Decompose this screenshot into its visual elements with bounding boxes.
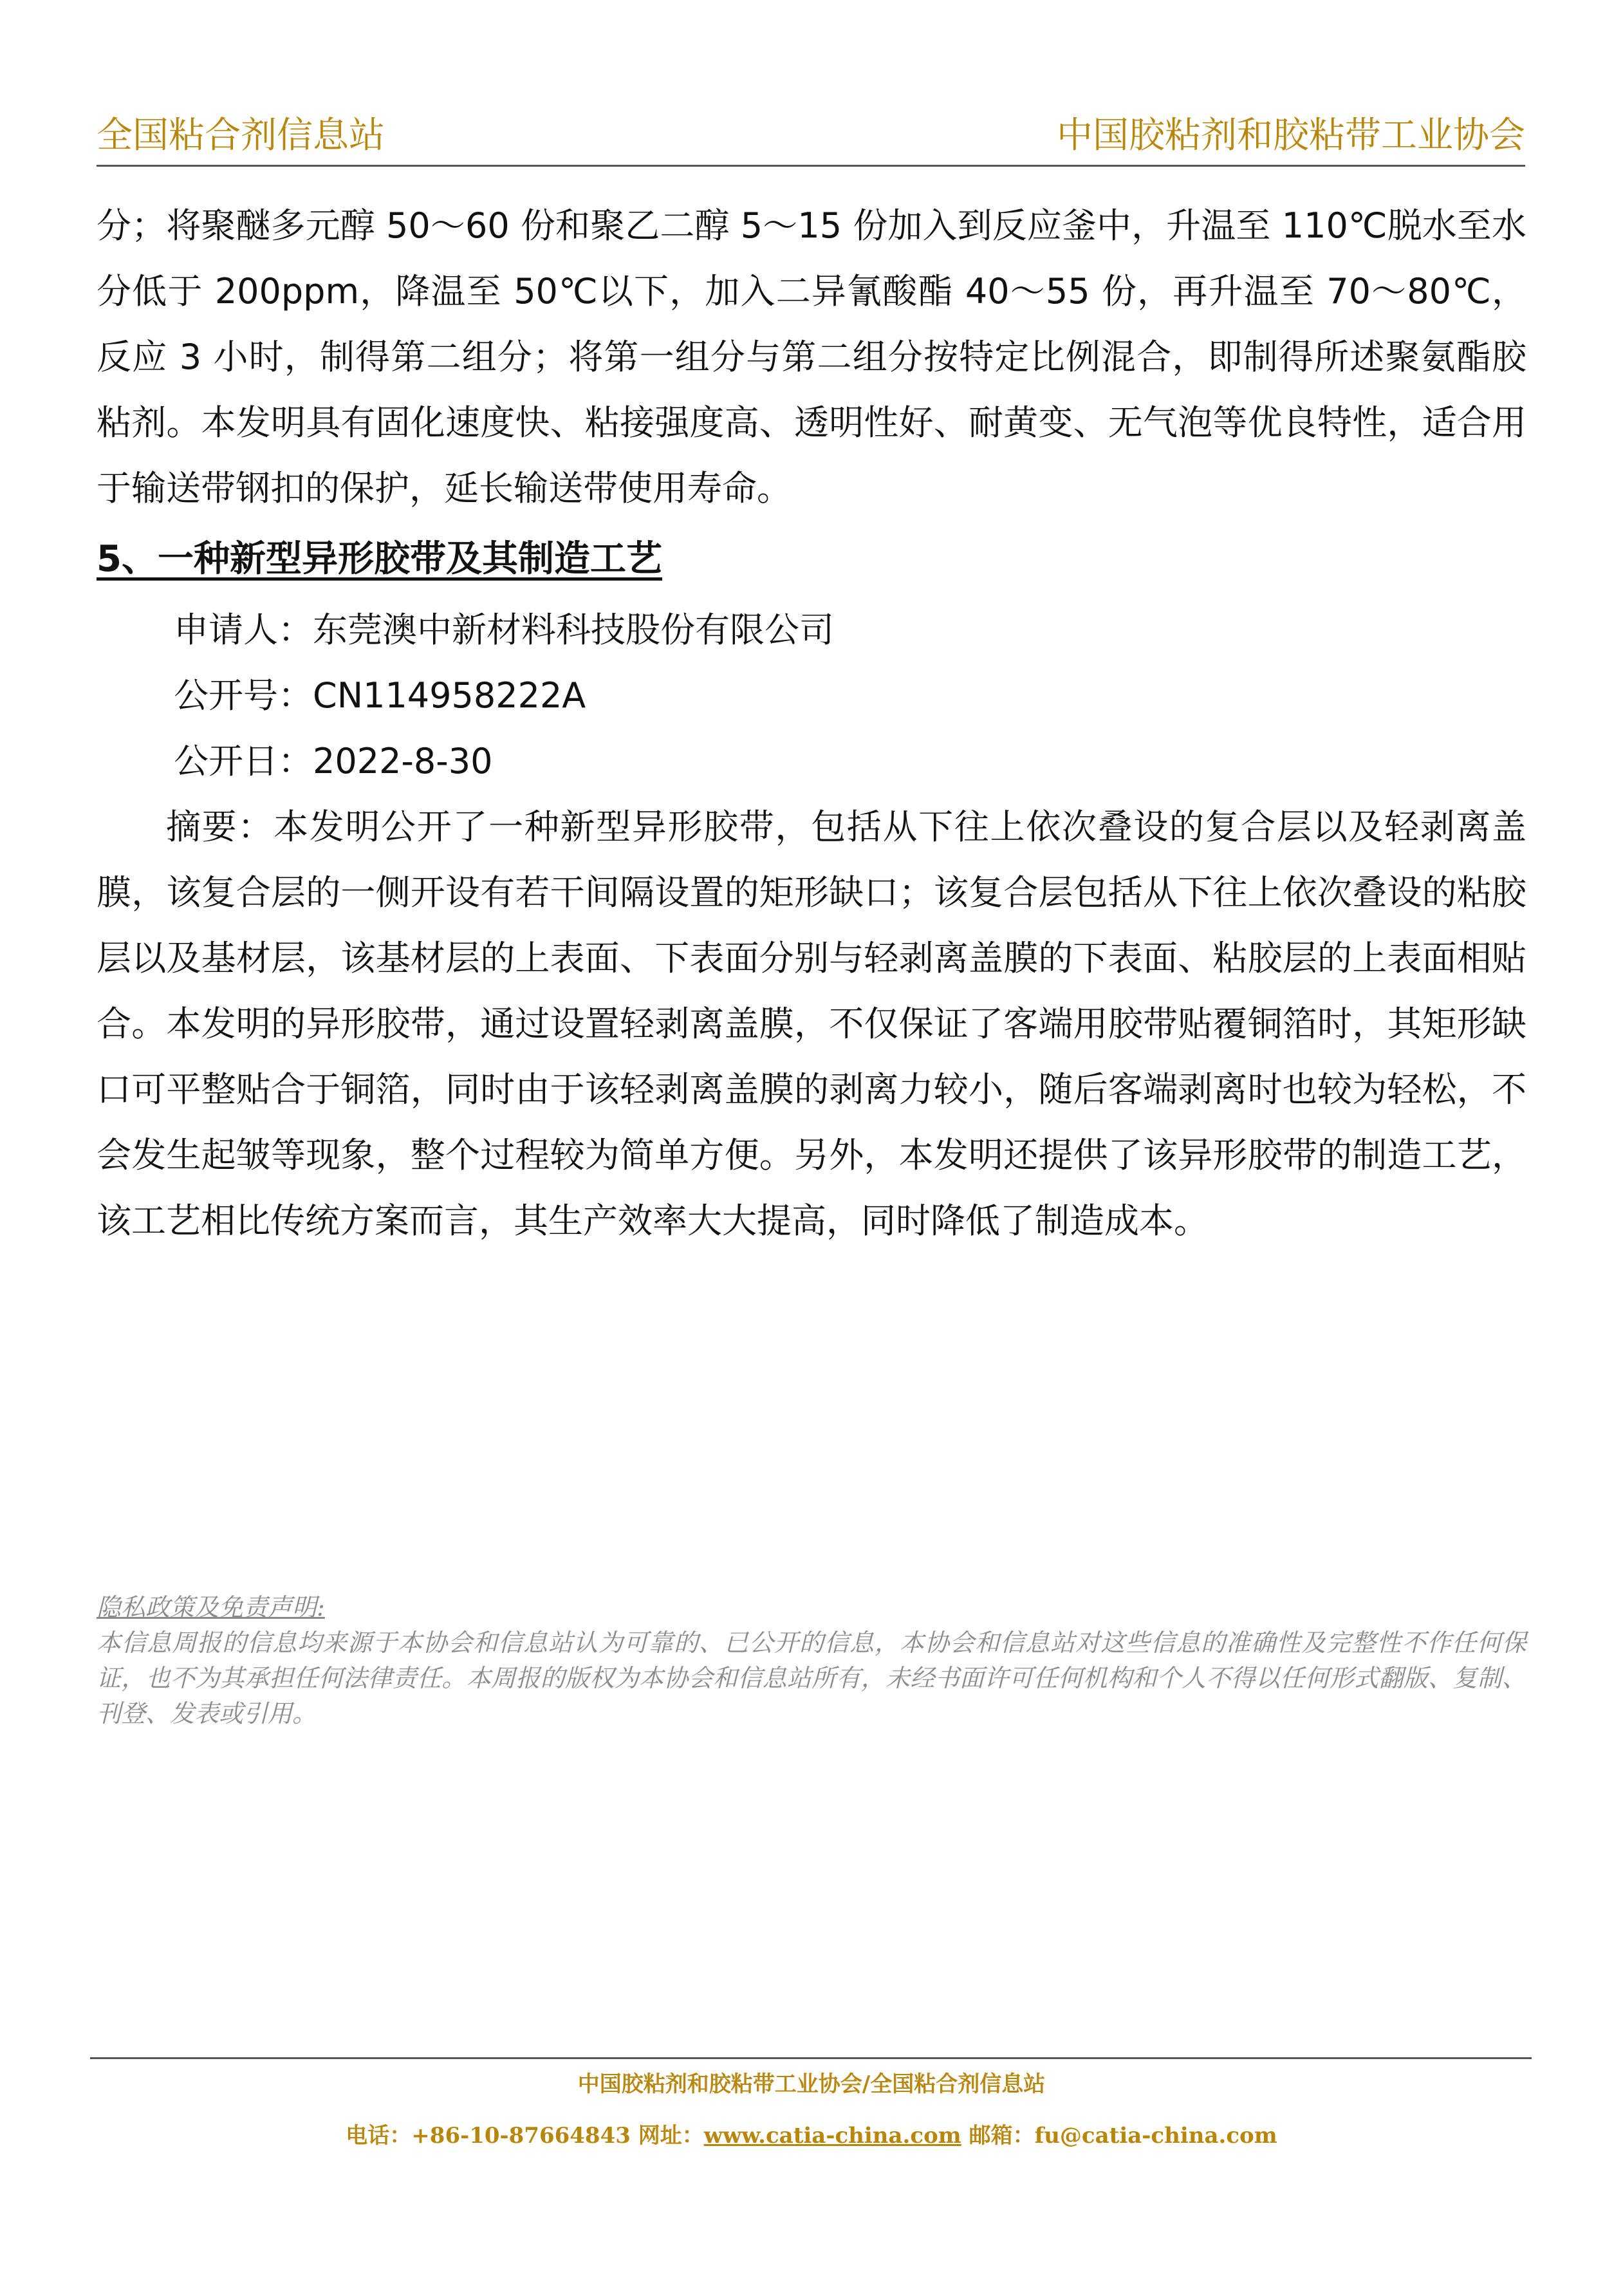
abstract-paragraph: 摘要：本发明公开了一种新型异形胶带，包括从下往上依次叠设的复合层以及轻剥离盖膜，该复合层的一侧开设有若干间隔设置的矩形缺口；该复合层包括从下往上依次叠设的粘胶层以及基材层，该基材层的上表面、下表面分别与轻剥离盖膜的下表面、粘胶层的上表面相贴合。本发明的异形胶带，通过设置轻剥离盖膜，不仅保证了客端用胶带贴覆铜箔时，其矩形缺口可平整贴合于铜箔，同时由于该轻剥离盖膜的剥离力较小，随后客端剥离时也较为轻松，不会发生起皱等现象，整个过程较为简单方便。另外，本发明还提供了该异形胶带的制造工艺，该工艺相比传统方案而言，其生产效率大大提高，同时降低了制造成本。 [97, 807, 1526, 1241]
header-left-title: 全国粘合剂信息站 [97, 115, 385, 156]
footer-contact [0, 2118, 1623, 2149]
disclaimer-title: 隐私政策及免责声明: [97, 1593, 325, 1621]
publication-date-field: 公开日：2022-8-30 [174, 741, 493, 781]
publication-number-field: 公开号：CN114958222A [174, 675, 586, 716]
header-right-title: 中国胶粘剂和胶粘带工业协会 [1057, 115, 1525, 156]
disclaimer-text: 本信息周报的信息均来源于本协会和信息站认为可靠的、已公开的信息，本协会和信息站对这些信息的准确性及完整性不作任何保证，也不为其承担任何法律责任。本周报的版权为本协会和信息站所有，未经书面许可任何机构和个人不得以任何形式翻版、复制、刊登、发表或引用。 [97, 1629, 1526, 1728]
footer-organizations: 中国胶粘剂和胶粘带工业协会/全国粘合剂信息站 [577, 2071, 1046, 2097]
section-title: 5、一种新型异形胶带及其制造工艺 [97, 538, 662, 580]
continuation-paragraph: 分；将聚醚多元醇 50～60 份和聚乙二醇 5～15 份加入到反应釜中，升温至 110℃脱水至水分低于 200ppm，降温至 50℃以下，加入二异氰酸酯 40～55 份，再升温至 70～80℃，反应 3 小时，制得第二组分；将第一组分与第二组分按特定比例混合，即制得所述聚氨酯胶粘剂。本发明具有固化速度快、粘接强度高、透明性好、耐黄变、无气泡等优良特性，适合用于输送带钢扣的保护，延长输送带使用寿命。 [97, 205, 1527, 509]
footer-email: 邮箱：fu@catia-china.com [961, 2123, 1277, 2149]
footer-phone: 电话：+86-10-87664843 网址： [346, 2123, 704, 2149]
applicant-field: 申请人：东莞澳中新材料科技股份有限公司 [174, 610, 834, 650]
disclaimer [97, 1590, 1526, 1731]
footer-divider [90, 2057, 1532, 2059]
page-header [97, 115, 1525, 167]
footer-website-link[interactable]: www.catia-china.com [703, 2123, 961, 2149]
main-content [97, 193, 1526, 1254]
